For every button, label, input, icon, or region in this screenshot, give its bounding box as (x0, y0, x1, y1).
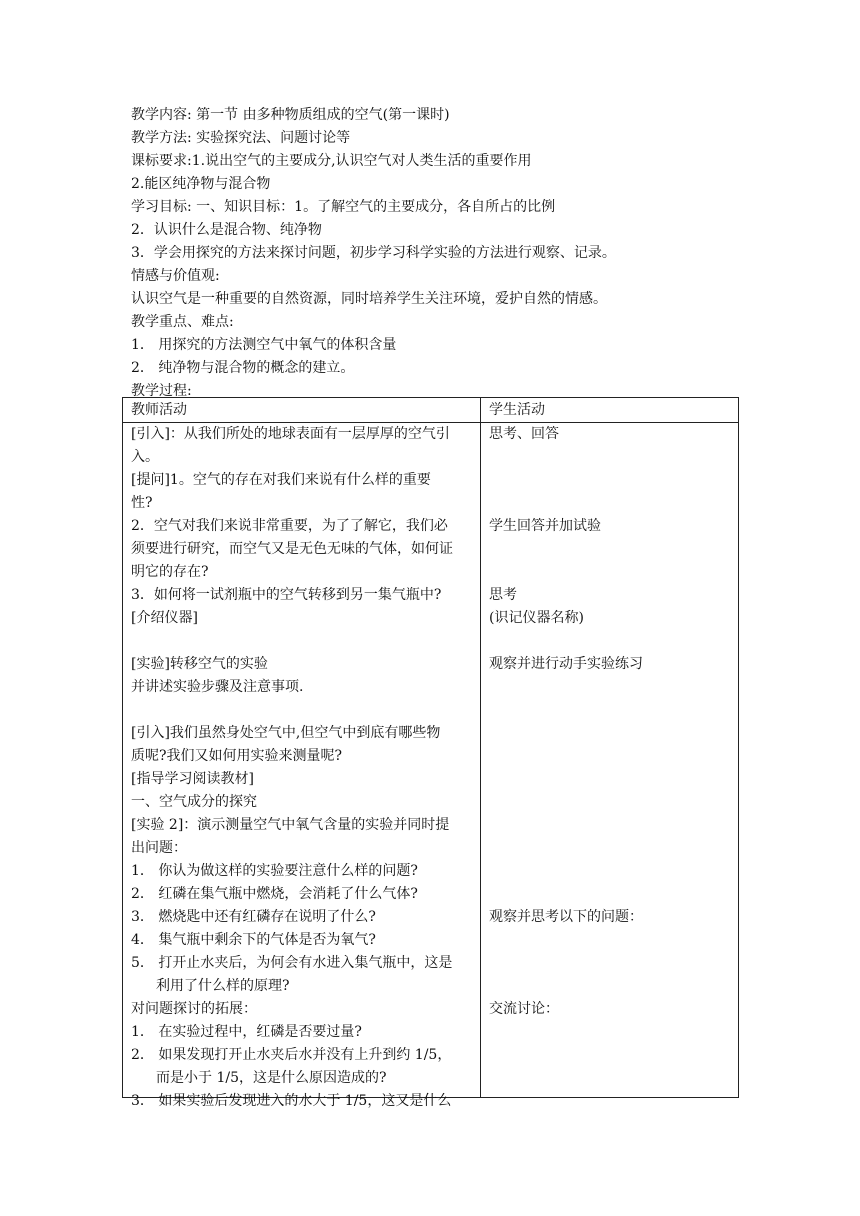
intro-line: 2．认识什么是混合物、纯净物 (131, 222, 322, 238)
intro-line: 学习目标: 一、知识目标：1。了解空气的主要成分，各自所占的比例 (131, 199, 556, 215)
teacher-line: 1． 在实验过程中，红磷是否要过量? (131, 1024, 362, 1040)
teacher-activity-cell (123, 423, 481, 1109)
teacher-line: [介绍仪器] (131, 610, 198, 626)
teacher-line: [指导学习阅读教材] (131, 771, 254, 787)
teacher-line: 质呢?我们又如何用实验来测量呢? (131, 748, 343, 764)
teacher-line: [实验]转移空气的实验 (131, 656, 268, 672)
teacher-line: [实验 2]：演示测量空气中氧气含量的实验并同时提 (131, 817, 450, 833)
teacher-line: 3． 如果实验后发现进入的水大于 1/5，这又是什么 (131, 1093, 452, 1109)
teacher-line: 对问题探讨的拓展： (131, 1001, 257, 1017)
teacher-line: 2． 如果发现打开止水夹后水并没有上升到约 1/5， (131, 1047, 452, 1063)
teacher-line: 3． 燃烧匙中还有红磷存在说明了什么? (131, 909, 376, 925)
table-header-row (123, 398, 739, 423)
teacher-line: 明它的存在? (131, 564, 209, 580)
header-teacher-activity: 教师活动 (123, 398, 481, 423)
student-line: 观察并思考以下的问题： (489, 909, 643, 925)
student-line: 学生回答并加试验 (489, 518, 601, 534)
intro-line: 课标要求:1.说出空气的主要成分,认识空气对人类生活的重要作用 (131, 153, 532, 169)
student-activity-cell (481, 423, 739, 1098)
table-body-row (123, 423, 739, 1098)
intro-line: 教学内容: 第一节 由多种物质组成的空气(第一课时) (131, 107, 450, 123)
teacher-line: 5． 打开止水夹后，为何会有水进入集气瓶中，这是 (131, 955, 453, 971)
teacher-line: 2．空气对我们来说非常重要，为了了解它，我们必 (131, 518, 448, 534)
student-line: 交流讨论： (489, 1001, 559, 1017)
teacher-line: [提问]1。空气的存在对我们来说有什么样的重要 (131, 472, 431, 488)
intro-line: 情感与价值观: (131, 268, 220, 284)
intro-line: 认识空气是一种重要的自然资源，同时培养学生关注环境，爱护自然的情感。 (131, 291, 607, 307)
teacher-line: 3．如何将一试剂瓶中的空气转移到另一集气瓶中? (131, 587, 442, 603)
intro-line: 3．学会用探究的方法来探讨问题，初步学习科学实验的方法进行观察、记录。 (131, 245, 616, 261)
header-student-activity: 学生活动 (481, 398, 739, 423)
intro-line: 教学重点、难点: (131, 314, 234, 330)
teacher-line: 而是小于 1/5，这是什么原因造成的? (156, 1070, 387, 1086)
intro-line: 2． 纯净物与混合物的概念的建立。 (131, 360, 355, 376)
intro-line: 2.能区纯净物与混合物 (131, 176, 271, 192)
teacher-line: 4． 集气瓶中剩余下的气体是否为氧气? (131, 932, 376, 948)
lesson-intro (131, 104, 751, 403)
intro-line: 教学方法: 实验探究法、问题讨论等 (131, 130, 351, 146)
teacher-line: 出问题： (131, 840, 187, 856)
student-line: (识记仪器名称) (489, 610, 584, 626)
teacher-line: 利用了什么样的原理? (156, 978, 290, 994)
student-line: 思考、回答 (489, 426, 559, 442)
teacher-line: 并讲述实验步骤及注意事项. (131, 679, 304, 695)
teacher-line: 须要进行研究，而空气又是无色无味的气体，如何证 (131, 541, 453, 557)
student-line: 观察并进行动手实验练习 (489, 656, 643, 672)
teacher-line: [引入]我们虽然身处空气中,但空气中到底有哪些物 (131, 725, 441, 741)
teacher-line: [引入]：从我们所处的地球表面有一层厚厚的空气引 (131, 426, 450, 442)
intro-line: 教学过程: (131, 383, 192, 399)
teacher-line: 1． 你认为做这样的实验要注意什么样的问题? (131, 863, 418, 879)
teacher-line: 性? (131, 495, 153, 511)
lesson-process-table (122, 397, 739, 1109)
student-line: 思考 (489, 587, 517, 603)
intro-line: 1． 用探究的方法测空气中氧气的体积含量 (131, 337, 397, 353)
teacher-line: 2． 红磷在集气瓶中燃烧，会消耗了什么气体? (131, 886, 418, 902)
teacher-line: 一、空气成分的探究 (131, 794, 257, 810)
teacher-line: 入。 (131, 449, 159, 465)
